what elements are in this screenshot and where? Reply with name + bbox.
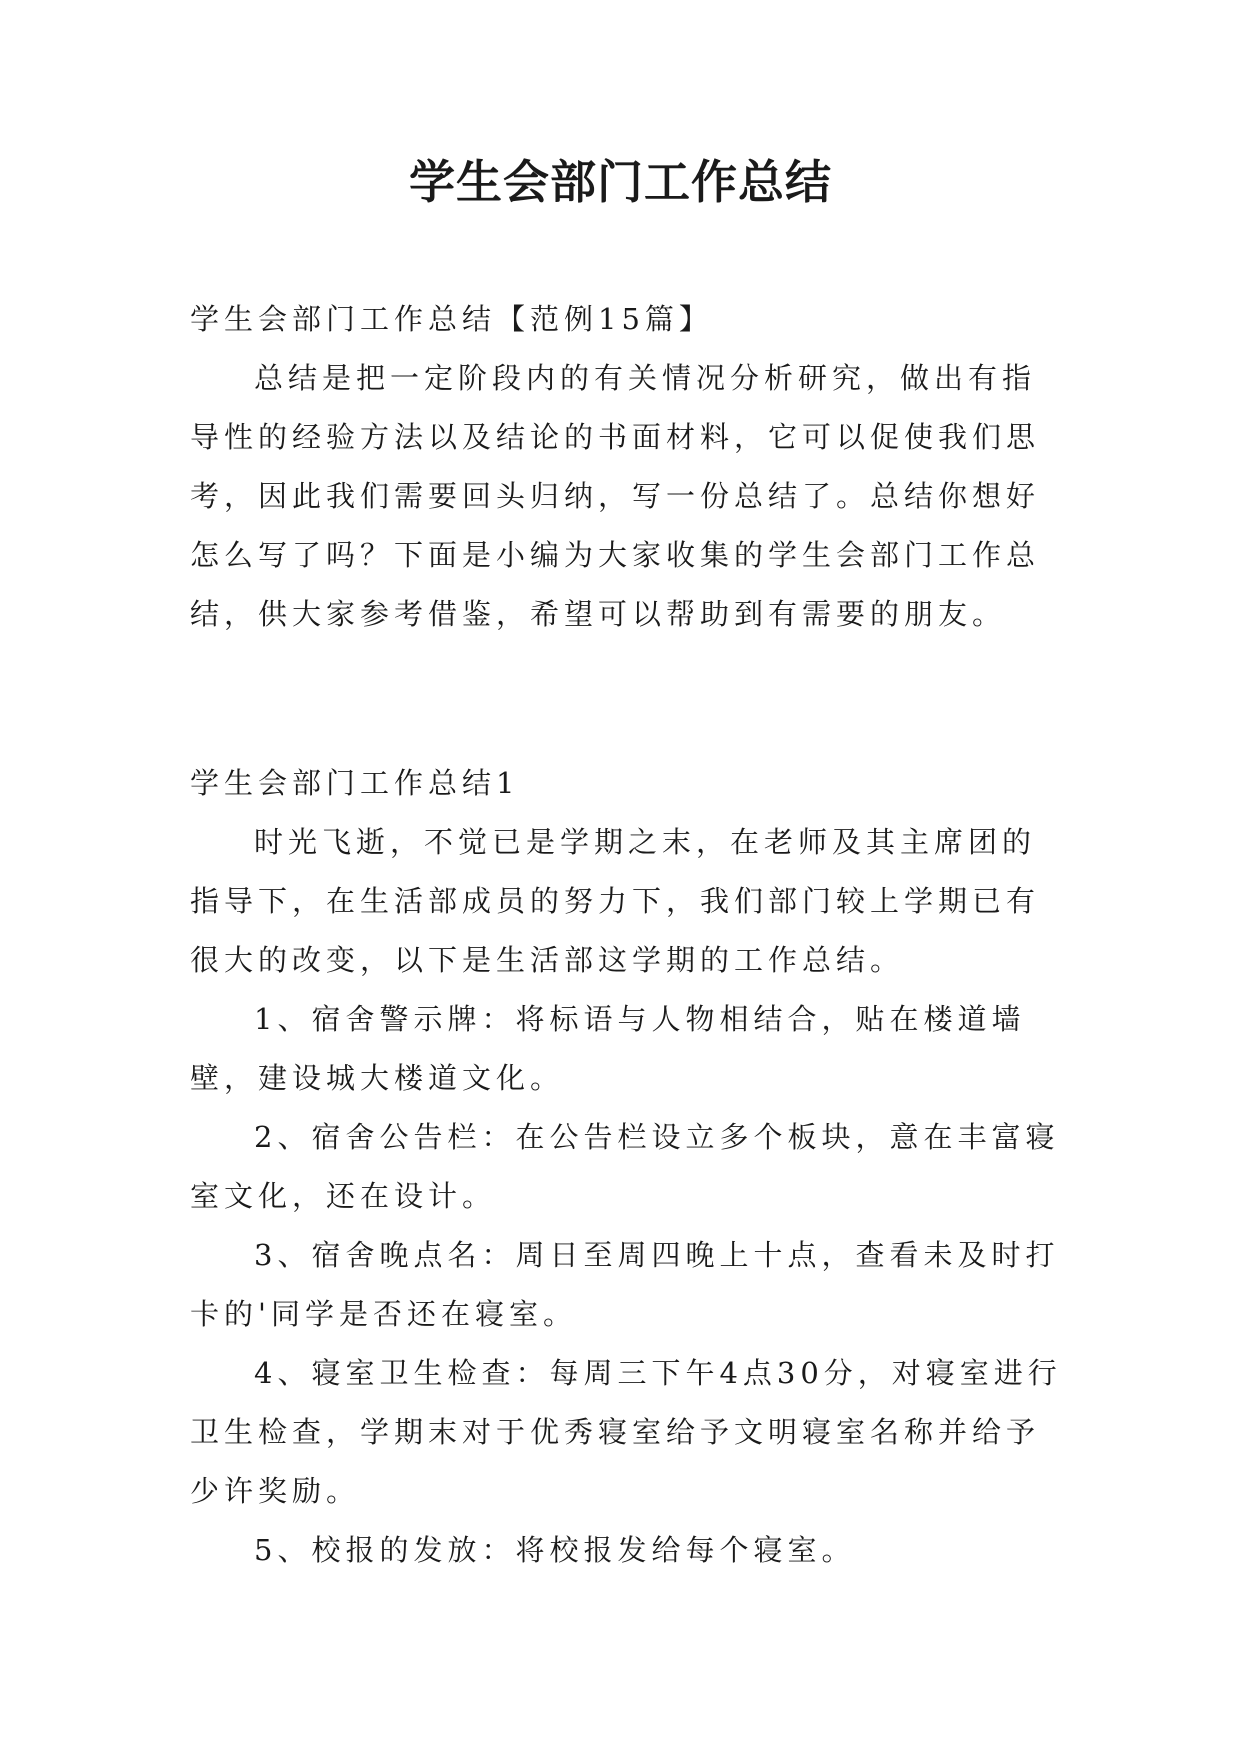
section-paragraph: 时光飞逝，不觉已是学期之末，在老师及其主席团的指导下，在生活部成员的努力下，我们部门较上学期已有很大的改变，以下是生活部这学期的工作总结。: [190, 825, 1041, 977]
document-title: 学生会部门工作总结: [409, 155, 832, 209]
list-item-5: 5、校报的发放：将校报发给每个寝室。: [254, 1533, 856, 1567]
intro-paragraph: 总结是把一定阶段内的有关情况分析研究，做出有指导性的经验方法以及结论的书面材料，它可以促使我们思考，因此我们需要回头归纳，写一份总结了。总结你想好怎么写了吗？下面是小编为大家收集的学生会部门工作总结，供大家参考借鉴，希望可以帮助到有需要的朋友。: [190, 361, 1041, 631]
document-subtitle: 学生会部门工作总结【范例15篇】: [190, 302, 713, 336]
list-item-1: 1、宿舍警示牌：将标语与人物相结合，贴在楼道墙壁，建设城大楼道文化。: [190, 1002, 1026, 1095]
list-item-3: 3、宿舍晚点名：周日至周四晚上十点，查看未及时打卡的'同学是否还在寝室。: [190, 1238, 1060, 1331]
section-1: [190, 754, 1062, 1580]
list-item-4: 4、寝室卫生检查：每周三下午4点30分，对寝室进行卫生检查，学期末对于优秀寝室给予文明寝室名称并给予少许奖励。: [190, 1356, 1062, 1508]
section-heading: 学生会部门工作总结1: [190, 766, 520, 800]
intro-section: [190, 290, 1062, 644]
list-item-2: 2、宿舍公告栏：在公告栏设立多个板块，意在丰富寝室文化，还在设计。: [190, 1120, 1060, 1213]
